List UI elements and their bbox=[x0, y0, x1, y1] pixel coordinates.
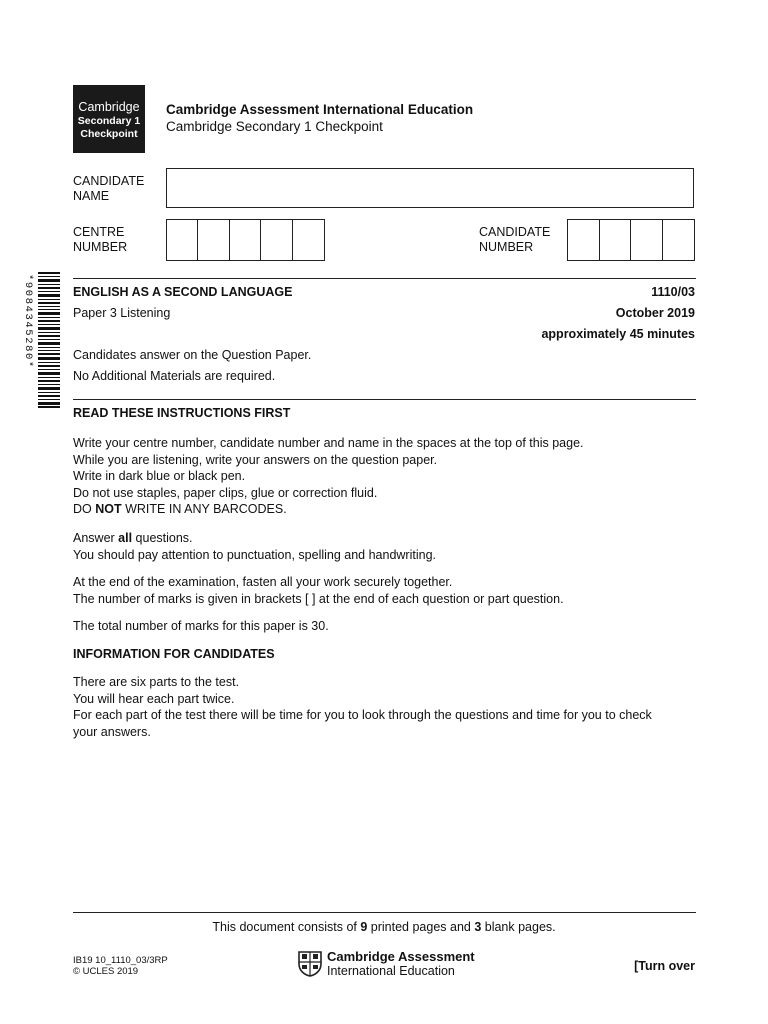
exam-duration: approximately 45 minutes bbox=[541, 327, 695, 341]
centre-number-cell[interactable] bbox=[230, 220, 261, 260]
crest-icon bbox=[298, 951, 322, 977]
logo-line2: Secondary 1 bbox=[77, 114, 141, 127]
centre-number-field[interactable] bbox=[166, 219, 325, 261]
instructions-heading: READ THESE INSTRUCTIONS FIRST bbox=[73, 406, 291, 420]
candidate-name-field[interactable] bbox=[166, 168, 694, 208]
information-block: There are six parts to the test. You will hear each part twice. For each part of the test there will be time for you to look through the questions and time for you to check your answers. bbox=[73, 675, 652, 739]
centre-number-cell[interactable] bbox=[293, 220, 324, 260]
candidate-number-field[interactable] bbox=[567, 219, 695, 261]
materials-line-2: No Additional Materials are required. bbox=[73, 369, 276, 383]
centre-number-cell[interactable] bbox=[198, 220, 229, 260]
centre-number-cell[interactable] bbox=[167, 220, 198, 260]
header-title: Cambridge Assessment International Education bbox=[166, 102, 474, 117]
instructions-block-3: At the end of the examination, fasten all your work securely together. The number of marks is given in brackets [ ] at the end of each question or part question. bbox=[73, 575, 564, 606]
side-barcode bbox=[22, 272, 62, 408]
instructions-block-2: Answer all questions. You should pay attention to punctuation, spelling and handwriting. bbox=[73, 531, 437, 562]
materials-line-1: Candidates answer on the Question Paper. bbox=[73, 348, 312, 362]
divider-top bbox=[73, 278, 696, 279]
centre-number-label: CENTRE NUMBER bbox=[73, 225, 128, 254]
barcode-number: *9084345280* bbox=[22, 274, 34, 369]
subject-title: ENGLISH AS A SECOND LANGUAGE bbox=[73, 285, 293, 299]
divider-middle bbox=[73, 399, 696, 400]
document-reference: IB19 10_1110_03/3RP © UCLES 2019 bbox=[73, 955, 168, 977]
exam-session: October 2019 bbox=[615, 306, 695, 320]
candidate-number-cell[interactable] bbox=[631, 220, 663, 260]
logo-line3: Checkpoint bbox=[80, 127, 138, 140]
turn-over-note: [Turn over bbox=[634, 959, 695, 973]
candidate-number-label: CANDIDATE NUMBER bbox=[479, 225, 551, 254]
cambridge-assessment-logo: Cambridge Assessment International Education bbox=[298, 950, 475, 978]
candidate-name-label: CANDIDATE NAME bbox=[73, 174, 145, 203]
paper-name: Paper 3 Listening bbox=[73, 306, 171, 320]
cambridge-checkpoint-logo bbox=[73, 85, 145, 153]
total-marks-line: The total number of marks for this paper is 30. bbox=[73, 619, 329, 633]
information-heading: INFORMATION FOR CANDIDATES bbox=[73, 647, 275, 661]
divider-footer bbox=[73, 912, 696, 913]
page-count-line: This document consists of 9 printed pages and 3 blank pages. bbox=[212, 920, 556, 934]
centre-number-cell[interactable] bbox=[261, 220, 292, 260]
candidate-number-cell[interactable] bbox=[568, 220, 600, 260]
header-subtitle: Cambridge Secondary 1 Checkpoint bbox=[166, 119, 383, 134]
instructions-block-1: Write your centre number, candidate number and name in the spaces at the top of this page. While you are listening, write your answers on the question paper. Write in dark blue or black pen. Do not use staples, paper clips, glue or correction fluid. DO NOT WRITE IN ANY BARCODES. bbox=[73, 436, 584, 516]
candidate-number-cell[interactable] bbox=[600, 220, 632, 260]
logo-line1: Cambridge bbox=[78, 99, 140, 114]
paper-code: 1110/03 bbox=[651, 285, 695, 299]
candidate-number-cell[interactable] bbox=[663, 220, 694, 260]
